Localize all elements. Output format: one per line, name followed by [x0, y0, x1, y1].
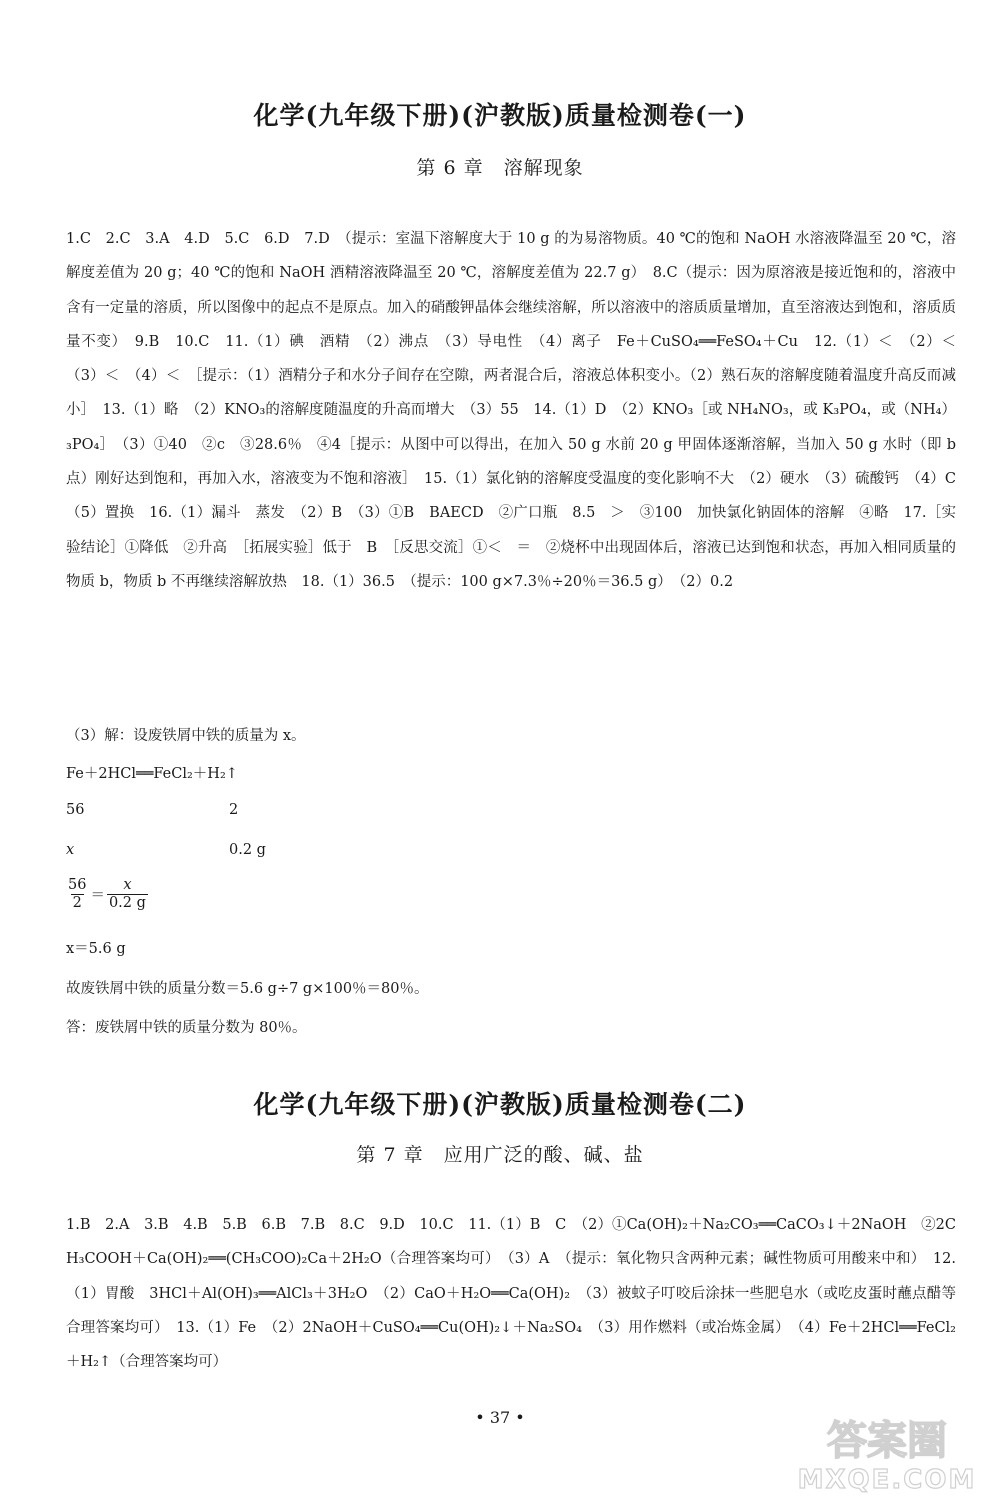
- fraction-left: [66, 877, 88, 912]
- fraction-right: [107, 877, 148, 912]
- watermark-text: 答案圈: [827, 1418, 947, 1464]
- test2-chapter: 第 7 章 应用广泛的酸、碱、盐: [356, 1144, 644, 1166]
- final-answer-line: 答：废铁屑中铁的质量分数为 80％。: [66, 1020, 307, 1036]
- test1-answers: 1.C 2.C 3.A 4.D 5.C 6.D 7.D （提示：室温下溶解度大于 10 g 的为易溶物质。40 ℃的饱和 NaOH 水溶液降温至 20 ℃，溶解度差值为 20 g；40 ℃的饱和 NaOH 酒精溶液降温至 20 ℃，溶解度差值为 22.7 g） 8.C（提示：因为原溶液是接近饱和的，溶液中含有一定量的溶质，所以图像中的起点不是原点。加入的硝酸钾晶体会继续溶解，所以溶液中的溶质质量增加，直至溶液达到饱和，溶质质量不变） 9.B 10.C 11.（1）碘 酒精 （2）沸点 （3）导电性 （4）离子 Fe＋CuSO₄══FeSO₄＋Cu 12.（1）＜ （2）＜ （3）＜ （4）＜ ［提示：（1）酒精分子和水分子间存在空隙，两者混合后，溶液总体积变小。（2）熟石灰的溶解度随着温度升高反而减小］ 13.（1）略 （2）KNO₃的溶解度随温度的升高而增大 （3）55 14.（1）D （2）KNO₃［或 NH₄NO₃，或 K₃PO₄，或（NH₄）₃PO₄］ （3）①40 ②c ③28.6％ ④4［提示：从图中可以得出，在加入 50 g 水前 20 g 甲固体逐渐溶解，当加入 50 g 水时（即 b 点）刚好达到饱和，再加入水，溶液变为不饱和溶液］ 15.（1）氯化钠的溶解度受温度的变化影响不大 （2）硬水 （3）硫酸钙 （4）C （5）置换 16.（1）漏斗 蒸发 （2）B （3）①B BAECD ②广口瓶 8.5 ＞ ③100 加快氯化钠固体的溶解 ④略 17.［实验结论］①降低 ②升高 ［拓展实验］低于 B ［反思交流］①＜ ＝ ②烧杯中出现固体后，溶液已达到饱和状态，再加入相同质量的物质 b，物质 b 不再继续溶解放热 18.（1）36.5 （提示：100 g×7.3％÷20％＝36.5 g） （2）0.2: [66, 231, 971, 590]
- ratio-row-2-right: 0.2 g: [229, 842, 266, 858]
- fraction-left-denominator: 2: [72, 895, 82, 911]
- ratio-row-1-right: 2: [229, 802, 239, 818]
- test1-chapter: 第 6 章 溶解现象: [416, 157, 584, 179]
- page-number: • 37 •: [475, 1408, 525, 1427]
- proportion-equation: [66, 877, 148, 912]
- solution-intro: （3）解：设废铁屑中铁的质量为 x。: [66, 728, 306, 744]
- watermark-logo: [792, 1408, 982, 1494]
- equals-sign: ＝: [90, 888, 105, 904]
- ratio-row-2-left: x: [66, 842, 75, 858]
- reaction-equation: Fe＋2HCl══FeCl₂＋H₂↑: [66, 766, 238, 782]
- fraction-right-denominator: 0.2 g: [108, 895, 146, 911]
- fraction-right-numerator: x: [123, 877, 132, 893]
- ratio-row-1-left: 56: [66, 802, 85, 818]
- fraction-left-numerator: 56: [68, 877, 87, 893]
- x-result: x＝5.6 g: [66, 941, 126, 957]
- watermark-url: MXQE.COM: [797, 1465, 977, 1494]
- test2-answers: 1.B 2.A 3.B 4.B 5.B 6.B 7.B 8.C 9.D 10.C 11.（1）B C （2）①Ca(OH)₂＋Na₂CO₃══CaCO₃↓＋2NaOH ②2CH₃COOH＋Ca(OH)₂══(CH₃COO)₂Ca＋2H₂O（合理答案均可） （3）A （提示：氧化物只含两种元素；碱性物质可用酸来中和） 12.（1）胃酸 3HCl＋Al(OH)₃══AlCl₃＋3H₂O （2）CaO＋H₂O══Ca(OH)₂ （3）被蚊子叮咬后涂抹一些肥皂水（或吃皮蛋时蘸点醋等合理答案均可） 13.（1）Fe （2）2NaOH＋CuSO₄══Cu(OH)₂↓＋Na₂SO₄ （3）用作燃料（或冶炼金属） （4）Fe＋2HCl══FeCl₂＋H₂↑（合理答案均可）: [66, 1217, 956, 1371]
- test2-title: 化学(九年级下册)(沪教版)质量检测卷(二): [253, 1090, 747, 1119]
- test1-title: 化学(九年级下册)(沪教版)质量检测卷(一): [253, 101, 747, 130]
- mass-fraction-line: 故废铁屑中铁的质量分数＝5.6 g÷7 g×100％＝80％。: [66, 981, 429, 997]
